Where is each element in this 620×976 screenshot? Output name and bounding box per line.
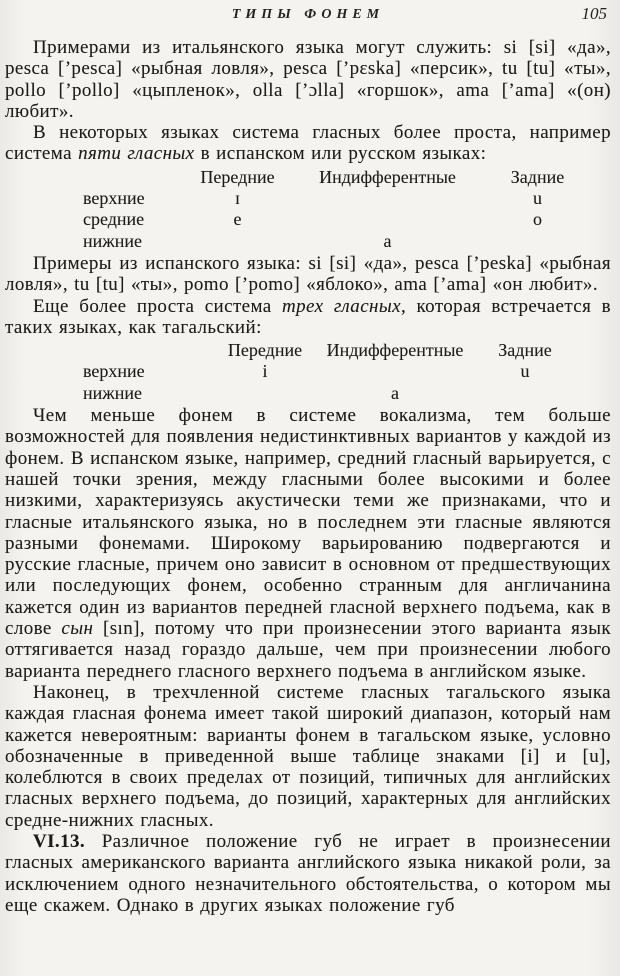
paragraph-three-vowel-intro <box>5 296 611 339</box>
column-header-indifferent: Индифферентные <box>319 166 456 187</box>
row-label-high: верхние <box>83 188 145 209</box>
row-label-low: нижние <box>83 382 142 403</box>
row-label-mid: средние <box>83 209 145 230</box>
text-run: В некоторых языках система гласных более проста, например система <box>5 122 611 165</box>
paragraph-italian-examples <box>5 37 611 122</box>
column-header-front: Передние <box>200 166 275 187</box>
column-header-back: Задние <box>498 340 552 361</box>
text-run: Чем меньше фонем в системе вокализма, тем больше возможностей для появления недистинктивных вариантов у каждой из фонем. В испанском языке, например, средний гласный варьируется, с нашей точки зрения, между гласными более высокими и более низкими, характеризуясь акустически теми же признаками, что и гласные итальянского языка, но в последнем эти гласные являются разными фонемами. Широкому варьированию подвергаются и русские гласные, причем оно зависит в основном от предшествующих или последующих фонем, особенно странным для англичанина кажется один из вариантов передней гласной верхнего подъема, как в слове <box>5 405 611 640</box>
vowel-symbol: o <box>533 209 542 230</box>
vowel-symbol <box>180 231 295 252</box>
page-title: ТИПЫ ФОНЕМ <box>231 7 385 22</box>
text-run: в испанском или русском языках: <box>194 143 487 165</box>
vowel-symbol: i <box>262 361 268 382</box>
five-vowel-table <box>5 167 611 252</box>
paragraph-tagalog-range <box>5 682 611 831</box>
three-vowel-table <box>5 340 611 404</box>
vowel-symbol: ɪ <box>234 188 240 209</box>
text-run: , которая встречается в таких языках, как тагальский: <box>5 295 611 338</box>
column-header-front: Передние <box>227 340 303 361</box>
vowel-symbol <box>295 188 480 209</box>
paragraph-spanish-examples <box>5 253 611 296</box>
text-run: Примеры из испанского языка: si [si] «да», pesca [’peska] «рыбная ловля», tu [tu] «ты», pomo [’pomo] «яблоко», ama [’ama] «он любит». <box>5 252 611 296</box>
vowel-symbol <box>295 209 480 230</box>
vowel-symbol: e <box>233 209 242 230</box>
vowel-symbol <box>470 383 580 404</box>
vowel-symbol: u <box>520 361 530 382</box>
vowel-symbol <box>320 361 470 382</box>
vowel-symbol: u <box>533 188 542 209</box>
vowel-symbol <box>210 383 320 404</box>
text-run: Различное положение губ не играет в произнесении гласных американского варианта английского языка никакой роли, за исключением одного незначительного обстоятельства, о котором мы еще скажем. Однако в других языках положение губ <box>5 830 611 916</box>
emphasis-text: VI.13. <box>33 830 86 852</box>
table-corner-cell <box>5 340 210 361</box>
emphasis-text: трех гласных <box>282 295 401 317</box>
emphasis-text: сын <box>61 618 94 640</box>
page-content <box>5 37 611 916</box>
page-number: 105 <box>581 4 607 23</box>
emphasis-text: пяти гласных <box>78 143 195 165</box>
paragraph-section-vi13 <box>5 831 611 916</box>
table-corner-cell <box>5 167 180 188</box>
vowel-symbol <box>480 231 595 252</box>
row-label-low: нижние <box>83 230 142 251</box>
text-run: Примерами из итальянского языка могут служить: si [si] «да», pesca [’pesca] «рыбная ловля», pesca [’pɛska] «персик», tu [tu] «ты», pollo [’pollo] «цыпленок», olla [’ɔlla] «горшок», ama [’ama] «(он) любит». <box>5 37 611 122</box>
column-header-indifferent: Индифферентные <box>326 340 464 361</box>
text-run: Наконец, в трехчленной системе гласных тагальского языка каждая гласная фонема имеет такой широкий диапазон, который нам кажется невероятным: варианты фонем в тагальском языке, условно обозначенные в приведенной выше таблице знаками [i] и [u], колеблются в своих пределах от позиций, типичных для английских гласных верхнего подъема, до позиций, характерных для английских средне-нижних гласных. <box>5 681 611 831</box>
column-header-back: Задние <box>510 166 565 187</box>
text-run: Еще более проста система <box>33 295 282 317</box>
vowel-symbol: a <box>383 230 392 251</box>
paragraph-five-vowel-intro <box>5 122 611 165</box>
page-header <box>5 4 611 37</box>
row-label-high: верхние <box>83 361 145 382</box>
paragraph-vocalism-variants <box>5 405 611 682</box>
vowel-symbol: a <box>391 382 399 403</box>
text-run: [sın], потому что при произнесении этого варианта язык оттягивается назад гораздо дальше, чем при произнесении любого варианта переднего гласного верхнего подъема в английском языке. <box>5 618 611 682</box>
